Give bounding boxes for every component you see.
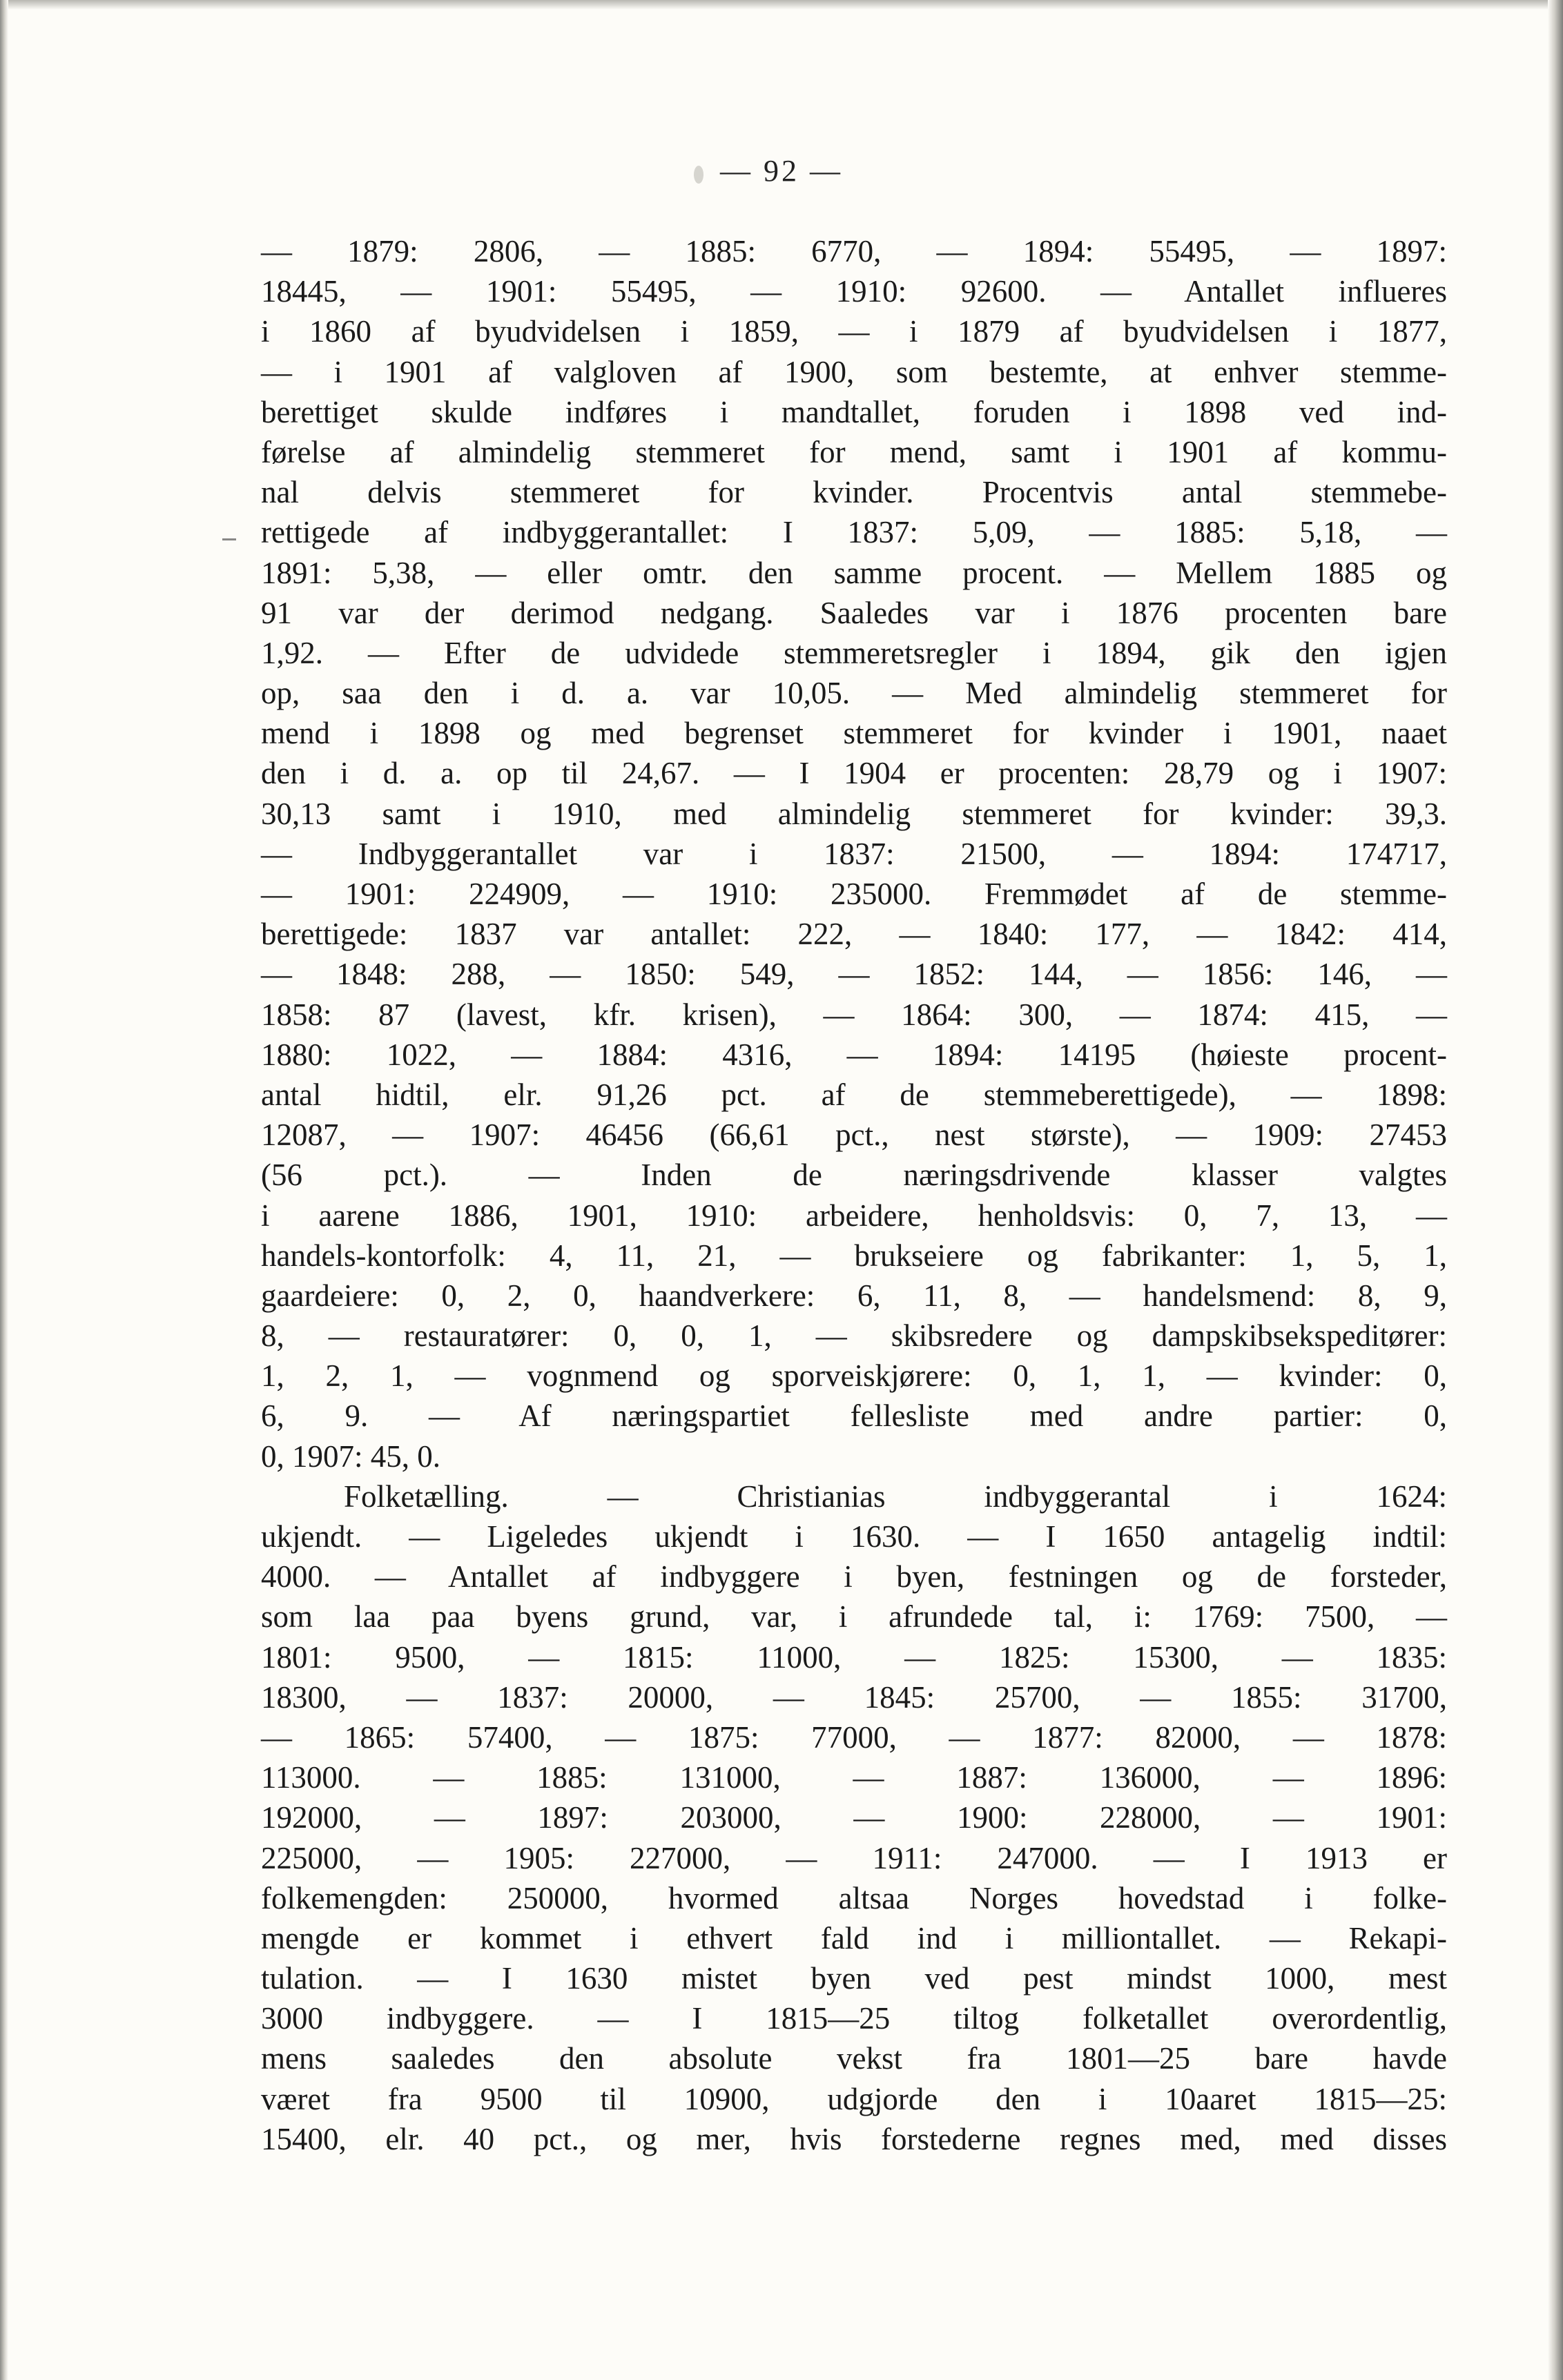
text-line: 1891: 5,38, — eller omtr. den samme procent. — Mellem 1885 og <box>261 555 1447 590</box>
text-line: 0, 1907: 45, 0. <box>261 1438 441 1474</box>
text-line: antal hidtil, elr. 91,26 pct. af de stemmeberettigede), — 1898: <box>261 1077 1447 1112</box>
text-line: 15400, elr. 40 pct., og mer, hvis forstederne regnes med, med disses <box>261 2121 1447 2156</box>
page-edge-left <box>0 0 8 2380</box>
text-line: 12087, — 1907: 46456 (66,61 pct., nest største), — 1909: 27453 <box>261 1118 1447 1153</box>
text-line: 18445, — 1901: 55495, — 1910: 92600. — Antallet influeres <box>261 274 1447 309</box>
margin-mark <box>222 538 236 540</box>
text-line: handels-kontorfolk: 4, 11, 21, — brukseiere og fabrikanter: 1, 5, 1, <box>261 1238 1447 1273</box>
text-line: rettigede af indbyggerantallet: I 1837: 5,09, — 1885: 5,18, — <box>261 515 1447 550</box>
text-line: 8, — restauratører: 0, 0, 1, — skibsredere og dampskibsekspeditører: <box>261 1318 1447 1354</box>
text-line: op, saa den i d. a. var 10,05. — Med almindelig stemmeret for <box>261 676 1447 711</box>
text-line: 1801: 9500, — 1815: 11000, — 1825: 15300, — 1835: <box>261 1639 1447 1675</box>
text-line: tulation. — I 1630 mistet byen ved pest mindst 1000, mest <box>261 1961 1447 1996</box>
text-line: været fra 9500 til 10900, udgjorde den i 10aaret 1815—25: <box>261 2081 1447 2116</box>
text-line: — 1865: 57400, — 1875: 77000, — 1877: 82000, — 1878: <box>261 1719 1447 1755</box>
page-edge-top <box>0 0 1563 10</box>
text-line: (56 pct.). — Inden de næringsdrivende klasser valgtes <box>261 1158 1447 1193</box>
text-line: 3000 indbyggere. — I 1815—25 tiltog folketallet overordentlig, <box>261 2001 1447 2036</box>
text-line: 1858: 87 (lavest, kfr. krisen), — 1864: 300, — 1874: 415, — <box>261 997 1447 1032</box>
text-line: 30,13 samt i 1910, med almindelig stemmeret for kvinder: 39,3. <box>261 796 1447 831</box>
body-text <box>261 231 1447 2159</box>
text-line: gaardeiere: 0, 2, 0, haandverkere: 6, 11, 8, — handelsmend: 8, 9, <box>261 1278 1447 1313</box>
text-line: 192000, — 1897: 203000, — 1900: 228000, — 1901: <box>261 1800 1447 1835</box>
text-line: berettigede: 1837 var antallet: 222, — 1840: 177, — 1842: 414, <box>261 917 1447 952</box>
text-line: 225000, — 1905: 227000, — 1911: 247000. — I 1913 er <box>261 1840 1447 1875</box>
text-line: 6, 9. — Af næringspartiet fellesliste med andre partier: 0, <box>261 1398 1447 1434</box>
text-line: mengde er kommet i ethvert fald ind i milliontallet. — Rekapi- <box>261 1920 1447 1955</box>
text-line: ukjendt. — Ligeledes ukjendt i 1630. — I 1650 antagelig indtil: <box>261 1519 1447 1554</box>
text-line: — 1879: 2806, — 1885: 6770, — 1894: 55495, — 1897: <box>261 234 1447 269</box>
text-line: førelse af almindelig stemmeret for mend, samt i 1901 af kommu- <box>261 434 1447 469</box>
text-line: i aarene 1886, 1901, 1910: arbeidere, henholdsvis: 0, 7, 13, — <box>261 1198 1447 1233</box>
text-line: 91 var der derimod nedgang. Saaledes var i 1876 procenten bare <box>261 595 1447 630</box>
text-line: — Indbyggerantallet var i 1837: 21500, — 1894: 174717, <box>261 836 1447 871</box>
text-line: — i 1901 af valgloven af 1900, som bestemte, at enhver stemme- <box>261 354 1447 389</box>
page-edge-right <box>1548 0 1563 2380</box>
text-line: 18300, — 1837: 20000, — 1845: 25700, — 1855: 31700, <box>261 1679 1447 1715</box>
text-line: folkemengden: 250000, hvormed altsaa Norges hovedstad i folke- <box>261 1880 1447 1915</box>
text-line: — 1848: 288, — 1850: 549, — 1852: 144, — 1856: 146, — <box>261 957 1447 992</box>
text-line: — 1901: 224909, — 1910: 235000. Fremmødet af de stemme- <box>261 877 1447 911</box>
text-line: 1,92. — Efter de udvidede stemmeretsregler i 1894, gik den igjen <box>261 635 1447 670</box>
text-line: nal delvis stemmeret for kvinder. Procentvis antal stemmebe- <box>261 475 1447 510</box>
section-start-line: Folketælling. — Christianias indbyggerantal i 1624: <box>344 1479 1447 1514</box>
text-line: som laa paa byens grund, var, i afrundede tal, i: 1769: 7500, — <box>261 1599 1447 1635</box>
text-line: 113000. — 1885: 131000, — 1887: 136000, — 1896: <box>261 1760 1447 1795</box>
text-line: 1, 2, 1, — vognmend og sporveiskjørere: 0, 1, 1, — kvinder: 0, <box>261 1358 1447 1394</box>
text-line: 4000. — Antallet af indbyggere i byen, festningen og de forsteder, <box>261 1559 1447 1594</box>
text-line: mens saaledes den absolute vekst fra 1801—25 bare havde <box>261 2041 1447 2076</box>
text-line: den i d. a. op til 24,67. — I 1904 er procenten: 28,79 og i 1907: <box>261 756 1447 791</box>
text-line: mend i 1898 og med begrenset stemmeret for kvinder i 1901, naaet <box>261 716 1447 751</box>
page-number: — 92 — <box>720 154 843 188</box>
text-line: 1880: 1022, — 1884: 4316, — 1894: 14195 (høieste procent- <box>261 1037 1447 1072</box>
text-line: i 1860 af byudvidelsen i 1859, — i 1879 af byudvidelsen i 1877, <box>261 314 1447 349</box>
text-line: berettiget skulde indføres i mandtallet, foruden i 1898 ved ind- <box>261 394 1447 429</box>
